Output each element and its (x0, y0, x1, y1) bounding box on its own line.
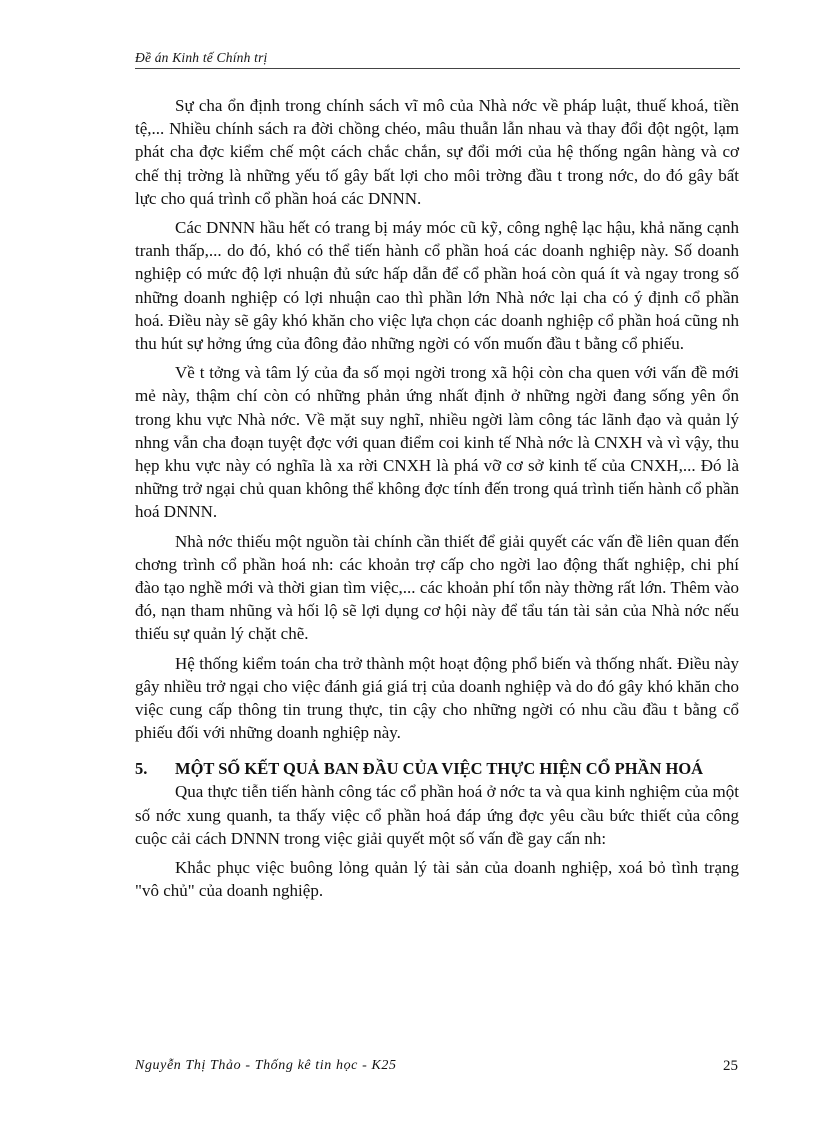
page-header (135, 48, 740, 69)
page-footer (135, 1058, 740, 1080)
paragraph: Khắc phục việc buông lỏng quản lý tài sản của doanh nghiệp, xoá bỏ tình trạng "vô chủ" của doanh nghiệp. (135, 858, 739, 901)
section-number: 5. (135, 759, 148, 779)
paragraph: Về t tởng và tâm lý của đa số mọi ngời trong xã hội còn cha quen với vấn đề mới mẻ này, thậm chí còn có những phản ứng nhất định ở những ngời đang sống yên ổn trong khu vực Nhà nớc. Về mặt suy nghĩ, nhiều ngời làm công tác lãnh đạo và quản lý nhng vẫn cha đoạn tuyệt đợc với quan điểm coi kinh tế Nhà nớc là CNXH và vì vậy, thu hẹp khu vực này có nghĩa là xa rời CNXH là phá vỡ cơ sở kinh tế của CNXH,... Đó là những trở ngại chủ quan không thể không đợc tính đến trong quá trình tiến hành cổ phần hoá DNNN. (135, 363, 739, 522)
paragraph: Nhà nớc thiếu một nguồn tài chính cần thiết để giải quyết các vấn đề liên quan đến chơng trình cổ phần hoá nh: các khoản trợ cấp cho ngời lao động thất nghiệp, chi phí đào tạo nghề mới và thời gian tìm việc,... các khoản phí tổn này thờng rất lớn. Thêm vào đó, nạn tham nhũng và hối lộ sẽ lợi dụng cơ hội này để tẩu tán tài sản của Nhà nớc nếu thiếu sự quản lý chặt chẽ. (135, 531, 739, 644)
paragraph: Các DNNN hầu hết có trang bị máy móc cũ kỹ, công nghệ lạc hậu, khả năng cạnh tranh thấp,... do đó, khó có thể tiến hành cổ phần hoá các doanh nghiệp này. Số doanh nghiệp có mức độ lợi nhuận đủ sức hấp dẫn để cổ phần hoá còn quá ít và ngay trong số những doanh nghiệp có lợi nhuận cao thì phần lớn Nhà nớc lại cha có ý định cổ phần hoá. Điều này sẽ gây khó khăn cho việc lựa chọn các doanh nghiệp cổ phần hoá cũng nh thu hút sự hởng ứng của đông đảo những ngời có vốn muốn đầu t bằng cổ phiếu. (135, 218, 739, 354)
footer-author: Nguyễn Thị Thảo - Thống kê tin học - K25 (135, 1058, 397, 1073)
page-number: 25 (723, 1058, 738, 1074)
paragraph: Hệ thống kiểm toán cha trở thành một hoạt động phổ biến và thống nhất. Điều này gây nhiều trở ngại cho việc đánh giá giá trị của doanh nghiệp và do đó gây khó khăn cho việc cung cấp thông tin trung thực, tin cậy cho những ngời có nhu cầu đầu t bằng cổ phiếu đối với những doanh nghiệp này. (135, 653, 739, 743)
paragraph: Qua thực tiễn tiến hành công tác cổ phần hoá ở nớc ta và qua kinh nghiệm của một số nớc xung quanh, ta thấy việc cổ phần hoá đáp ứng đợc yêu cầu bức thiết của công cuộc cải cách DNNN trong việc giải quyết một số vấn đề gay cấn nh: (135, 782, 739, 848)
section-title: MỘT SỐ KẾT QUẢ BAN ĐẦU CỦA VIỆC THỰC HIỆN CỔ PHẦN HOÁ (175, 759, 704, 779)
paragraph: Sự cha ổn định trong chính sách vĩ mô của Nhà nớc về pháp luật, thuế khoá, tiền tệ,... Nhiều chính sách ra đời chồng chéo, mâu thuẫn lẫn nhau và thay đổi đột ngột, lạm phát cha đợc kiểm chế một cách chắc chắn, sự đổi mới của hệ thống ngân hàng và cơ chế thị trờng là những yếu tố gây bất lợi cho môi trờng đầu t trong nớc, do đó gây bất lực cho quá trình cổ phần hoá các DNNN. (135, 96, 739, 208)
section-heading (135, 758, 739, 780)
header-title: Đề án Kinh tế Chính trị (135, 50, 268, 65)
page-content (135, 94, 739, 909)
